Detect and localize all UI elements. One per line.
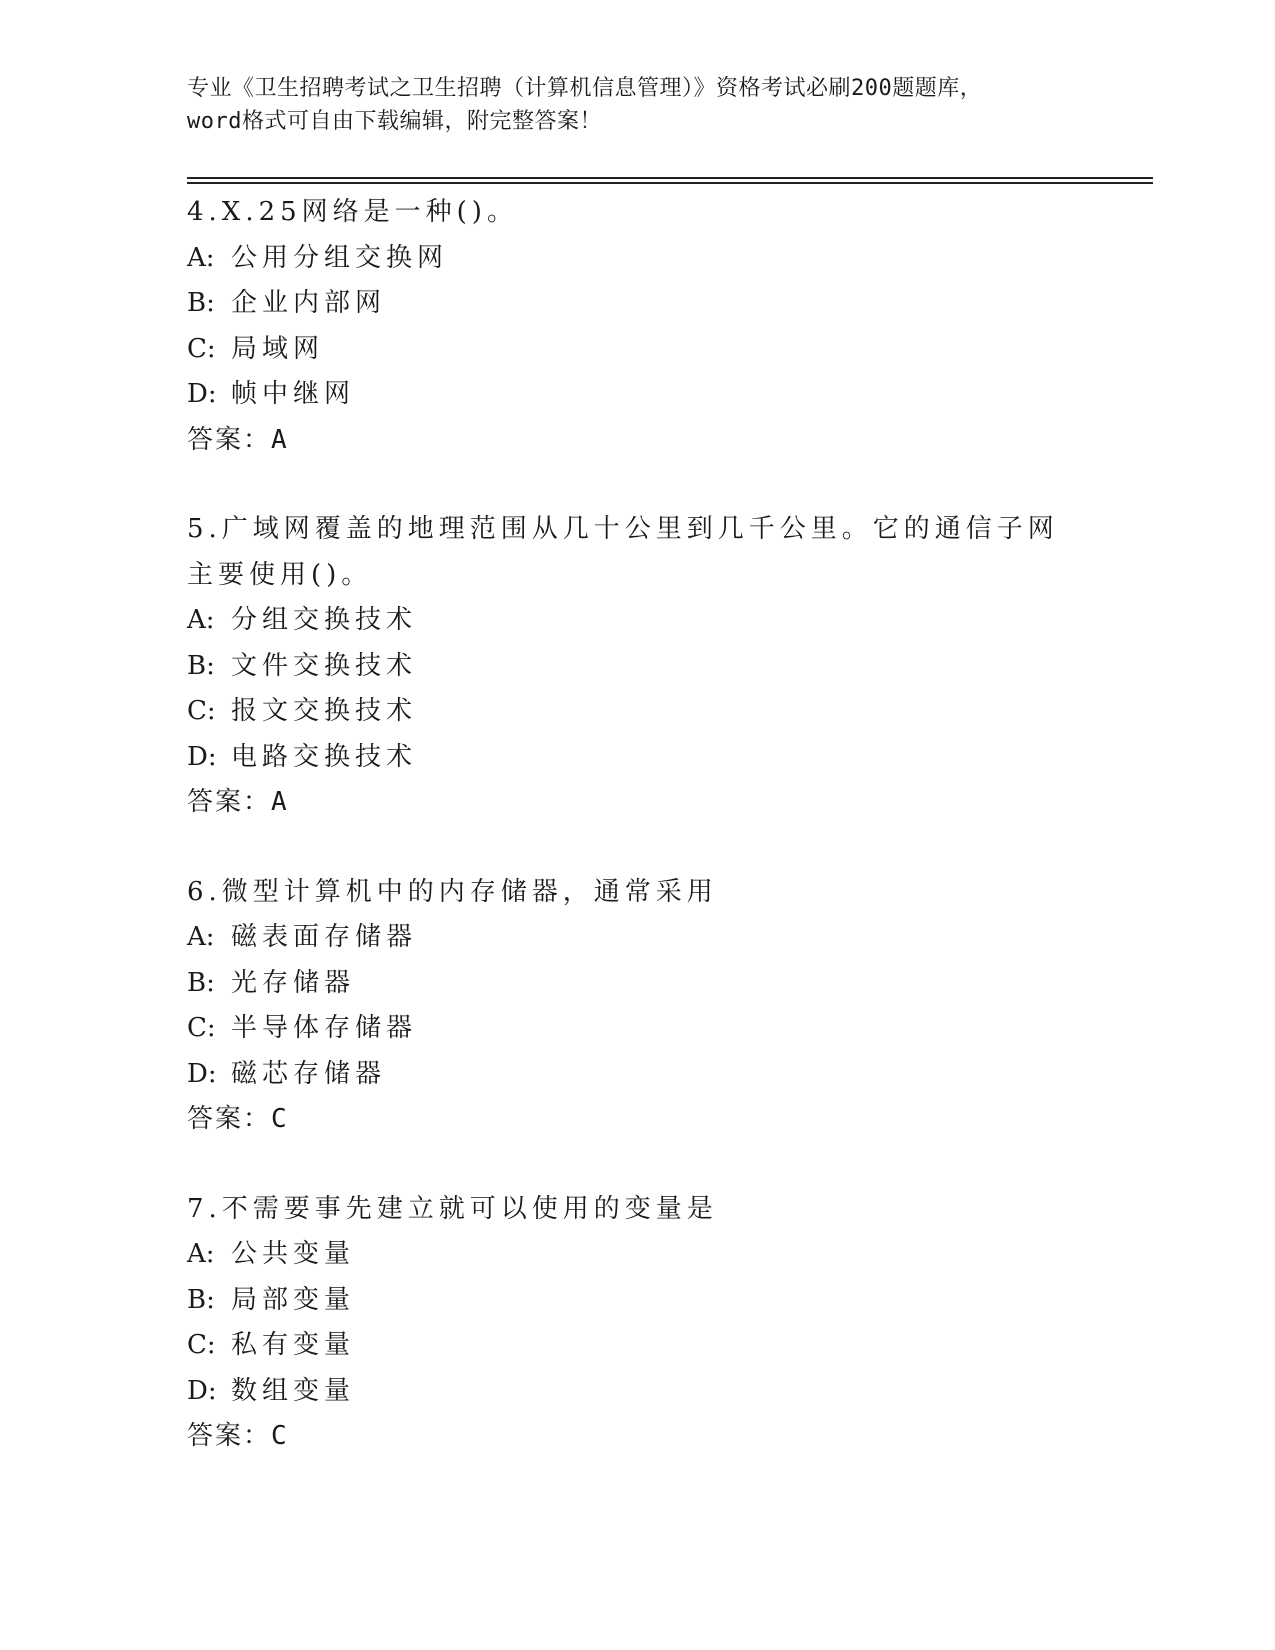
option-label: D:: [187, 379, 217, 409]
header-divider-bottom: [187, 182, 1153, 184]
question-stem: 5.广域网覆盖的地理范围从几十公里到几千公里。它的通信子网主要使用()。: [187, 514, 1059, 590]
option-text: 磁表面存储器: [231, 922, 418, 952]
option-d: [187, 735, 1087, 781]
document-header: [187, 72, 1087, 138]
option-text: 公共变量: [231, 1239, 356, 1269]
option-b: [187, 1278, 1087, 1324]
option-text: 私有变量: [231, 1330, 356, 1360]
header-line-1: 专业《卫生招聘考试之卫生招聘（计算机信息管理）》资格考试必刷200题题库，: [187, 76, 983, 101]
question-5: [187, 507, 1087, 826]
option-c: [187, 1323, 1087, 1369]
option-label: B:: [187, 288, 215, 318]
option-text: 公用分组交换网: [231, 242, 449, 273]
option-b: [187, 961, 1087, 1007]
question-4: [187, 190, 1087, 463]
option-label: B:: [187, 650, 215, 681]
option-c: [187, 1006, 1087, 1052]
question-7: [187, 1187, 1087, 1460]
option-text: 企业内部网: [231, 288, 387, 318]
option-text: 电路交换技术: [231, 741, 418, 772]
option-b: [187, 281, 1087, 327]
option-a: [187, 1232, 1087, 1278]
option-text: 帧中继网: [231, 379, 356, 409]
question-stem: 6.微型计算机中的内存储器，通常采用: [187, 876, 718, 907]
option-label: D:: [187, 1058, 217, 1089]
question-list: [187, 190, 1087, 1504]
option-b: [187, 644, 1087, 690]
option-label: C:: [187, 696, 216, 726]
option-text: 局域网: [231, 333, 325, 364]
answer-line: 答案：A: [187, 424, 289, 455]
answer-line: 答案：C: [187, 1104, 289, 1134]
option-label: B:: [187, 967, 215, 998]
option-text: 报文交换技术: [231, 696, 418, 726]
option-d: [187, 1052, 1087, 1098]
question-6: [187, 870, 1087, 1143]
option-label: C:: [187, 1013, 216, 1043]
option-label: B:: [187, 1284, 215, 1315]
option-text: 数组变量: [231, 1375, 356, 1406]
option-label: D:: [187, 741, 217, 772]
option-a: [187, 915, 1087, 961]
option-d: [187, 1369, 1087, 1415]
option-label: A:: [187, 242, 215, 273]
option-text: 光存储器: [231, 967, 356, 998]
option-d: [187, 372, 1087, 418]
option-text: 文件交换技术: [231, 650, 418, 681]
option-text: 磁芯存储器: [231, 1058, 387, 1089]
header-divider-top: [187, 177, 1153, 179]
option-label: A:: [187, 605, 215, 635]
question-stem: 7.不需要事先建立就可以使用的变量是: [187, 1193, 718, 1224]
option-label: A:: [187, 922, 215, 952]
option-a: [187, 236, 1087, 282]
option-c: [187, 689, 1087, 735]
question-stem: 4.X.25网络是一种()。: [187, 197, 518, 227]
answer-line: 答案：A: [187, 787, 289, 817]
option-label: C:: [187, 333, 216, 364]
option-text: 半导体存储器: [231, 1013, 418, 1043]
option-c: [187, 327, 1087, 373]
option-label: C:: [187, 1330, 216, 1360]
answer-line: 答案：C: [187, 1421, 289, 1451]
option-label: D:: [187, 1375, 217, 1406]
option-text: 分组交换技术: [231, 605, 418, 635]
option-a: [187, 598, 1087, 644]
option-text: 局部变量: [231, 1284, 356, 1315]
header-line-2: word格式可自由下载编辑，附完整答案！: [187, 109, 602, 134]
option-label: A:: [187, 1239, 215, 1269]
